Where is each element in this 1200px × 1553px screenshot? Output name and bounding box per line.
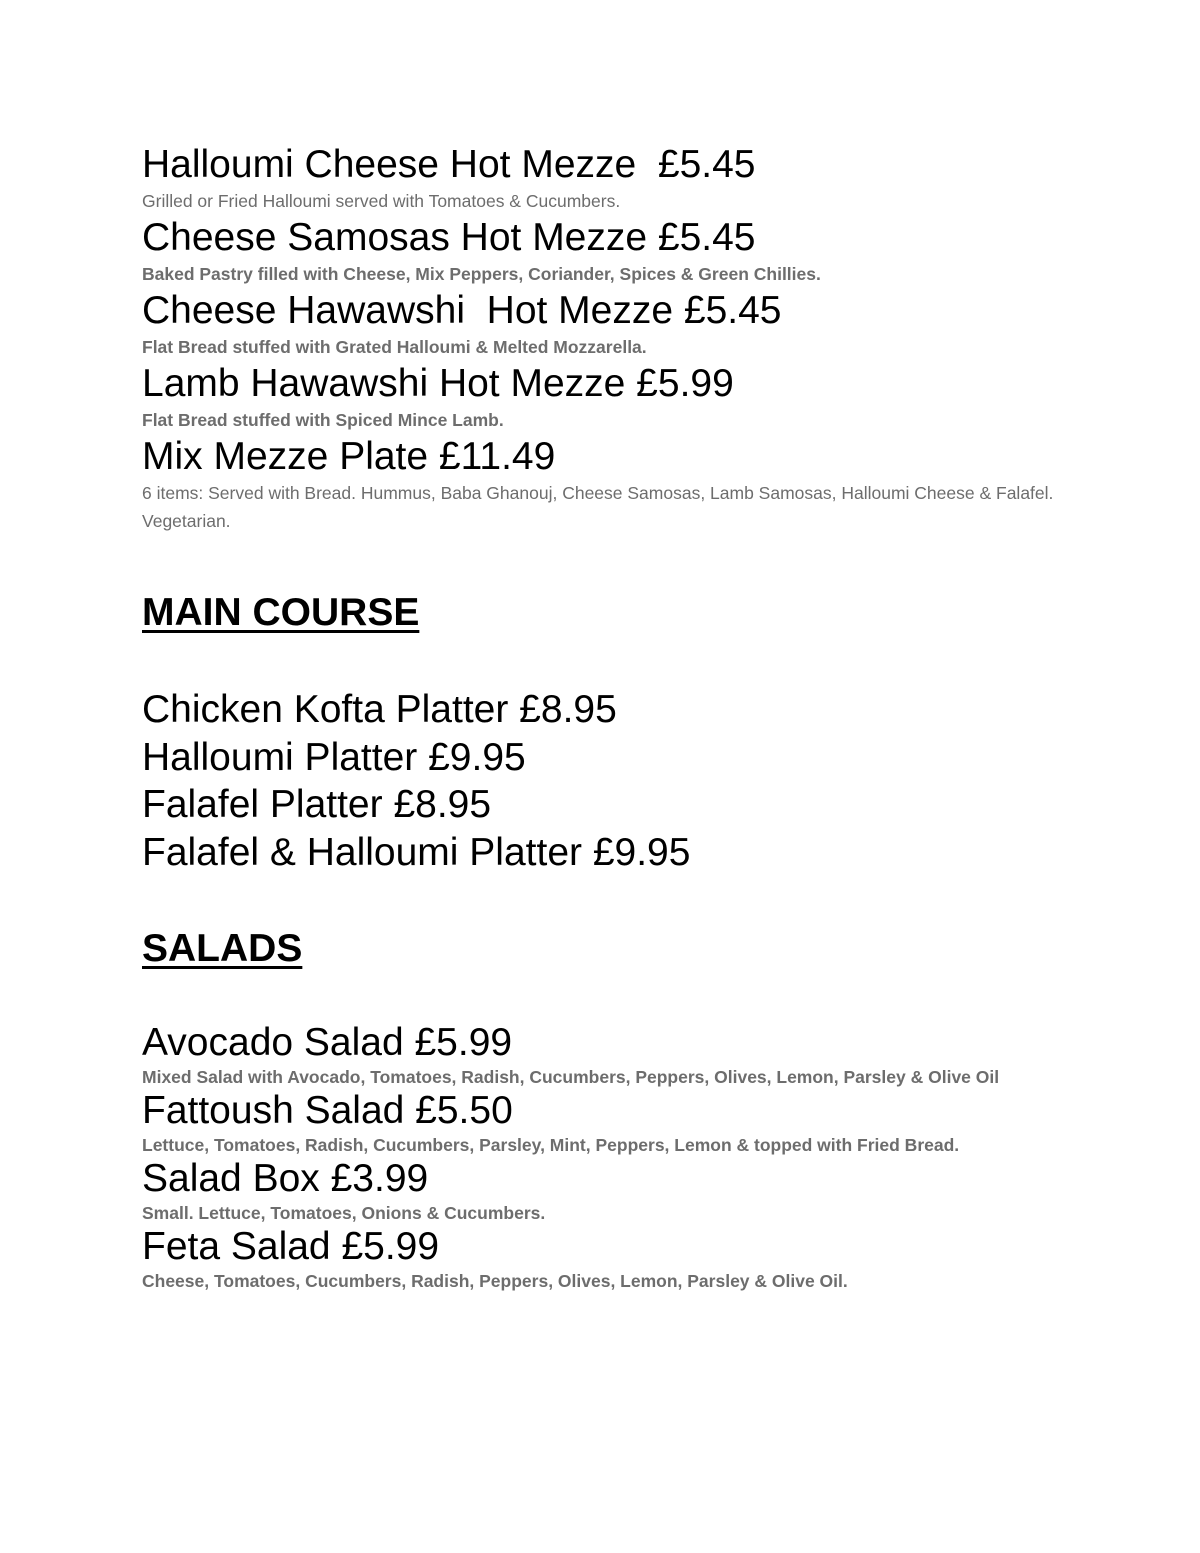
menu-item [142, 1224, 1062, 1292]
menu-item [142, 1088, 1062, 1156]
item-title: Mix Mezze Plate £11.49 [142, 435, 556, 478]
main-course-item: Falafel & Halloumi Platter £9.95 [142, 830, 691, 874]
menu-item [142, 432, 1062, 532]
item-description: Cheese, Tomatoes, Cucumbers, Radish, Peppers, Olives, Lemon, Parsley & Olive Oil. [142, 1271, 848, 1291]
item-title: Feta Salad £5.99 [142, 1225, 440, 1268]
item-title: Cheese Samosas Hot Mezze £5.45 [142, 216, 756, 259]
salads-list [142, 1020, 1062, 1292]
item-description: Small. Lettuce, Tomatoes, Onions & Cucumbers. [142, 1203, 546, 1223]
item-title: Avocado Salad £5.99 [142, 1021, 513, 1064]
menu-item [142, 213, 1062, 285]
item-description: Grilled or Fried Halloumi served with Tomatoes & Cucumbers. [142, 191, 621, 211]
item-title: Cheese Hawawshi Hot Mezze £5.45 [142, 289, 782, 332]
item-description: Baked Pastry filled with Cheese, Mix Peppers, Coriander, Spices & Green Chillies. [142, 264, 821, 284]
menu-item [142, 140, 1062, 212]
main-course-heading: MAIN COURSE [142, 591, 420, 634]
salads-heading: SALADS [142, 927, 303, 970]
main-course-list [142, 686, 1062, 876]
item-description: Flat Bread stuffed with Spiced Mince Lamb. [142, 410, 504, 430]
item-description: Lettuce, Tomatoes, Radish, Cucumbers, Parsley, Mint, Peppers, Lemon & topped with Fried Bread. [142, 1135, 960, 1155]
item-title: Halloumi Cheese Hot Mezze £5.45 [142, 143, 756, 186]
item-title: Fattoush Salad £5.50 [142, 1089, 513, 1132]
menu-page [142, 140, 1062, 1292]
menu-item [142, 286, 1062, 358]
item-description: Flat Bread stuffed with Grated Halloumi & Melted Mozzarella. [142, 337, 647, 357]
item-note: Vegetarian. [142, 511, 231, 531]
main-course-item: Halloumi Platter £9.95 [142, 735, 526, 779]
menu-item [142, 359, 1062, 431]
menu-item [142, 1020, 1062, 1088]
item-description: Mixed Salad with Avocado, Tomatoes, Radish, Cucumbers, Peppers, Olives, Lemon, Parsley & Olive Oil [142, 1067, 1000, 1087]
item-description: 6 items: Served with Bread. Hummus, Baba Ghanouj, Cheese Samosas, Lamb Samosas, Halloumi Cheese & Falafel. [142, 483, 1054, 503]
main-course-item: Falafel Platter £8.95 [142, 783, 492, 826]
menu-item [142, 1156, 1062, 1224]
item-title: Lamb Hawawshi Hot Mezze £5.99 [142, 362, 734, 405]
mezze-section [142, 140, 1062, 532]
item-title: Salad Box £3.99 [142, 1157, 429, 1200]
main-course-item: Chicken Kofta Platter £8.95 [142, 688, 617, 731]
